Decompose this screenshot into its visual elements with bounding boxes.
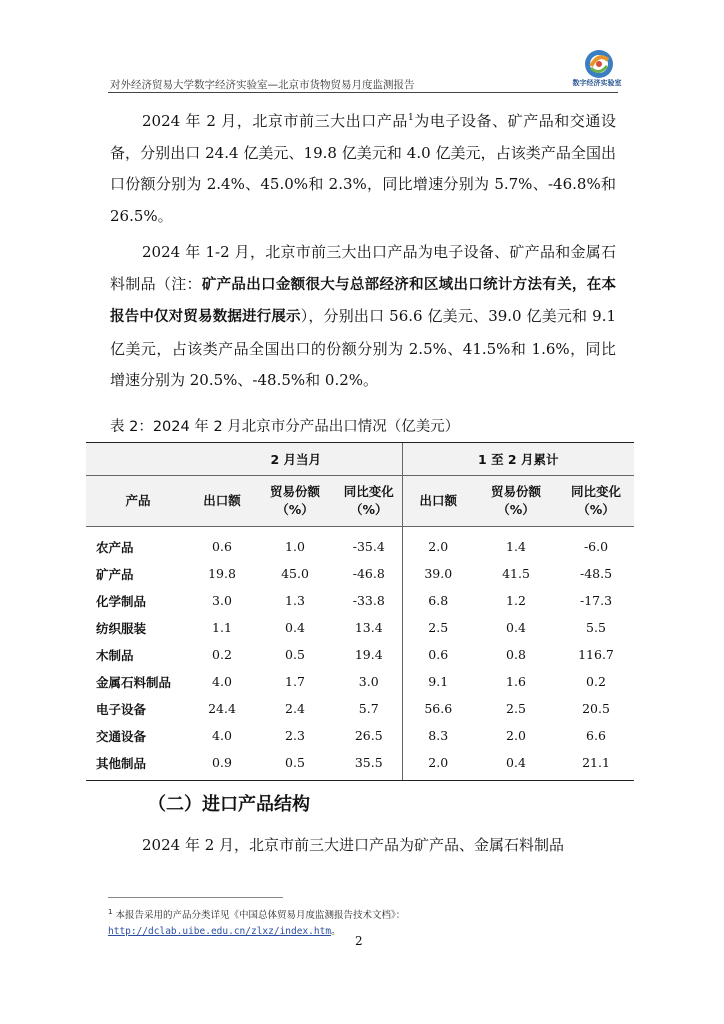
group-header-cumulative: 1 至 2 月累计 [402, 443, 634, 476]
p1-text-a: 2024 年 2 月，北京市前三大出口产品 [142, 112, 408, 130]
header-divider [108, 92, 618, 93]
table-row: 电子设备 24.4 2.4 5.7 56.6 2.5 20.5 [86, 695, 634, 722]
table-row: 农产品 0.6 1.0 -35.4 2.0 1.4 -6.0 [86, 527, 634, 561]
col-header-share: 贸易份额 （%） [254, 476, 336, 527]
group-header-month: 2 月当月 [190, 443, 402, 476]
table-row: 化学制品 3.0 1.3 -33.8 6.8 1.2 -17.3 [86, 587, 634, 614]
col-header-export-cum: 出口额 [402, 476, 474, 527]
table-caption: 表 2：2024 年 2 月北京市分产品出口情况（亿美元） [110, 419, 460, 435]
footnote-text: 本报告采用的产品分类详见《中国总体贸易月度监测报告技术文档》： [115, 910, 406, 922]
col-header-share-cum: 贸易份额 （%） [474, 476, 558, 527]
col-header-product: 产品 [86, 476, 190, 527]
table-row: 纺织服装 1.1 0.4 13.4 2.5 0.4 5.5 [86, 614, 634, 641]
table-row: 木制品 0.2 0.5 19.4 0.6 0.8 116.7 [86, 641, 634, 668]
table-row: 金属石料制品 4.0 1.7 3.0 9.1 1.6 0.2 [86, 668, 634, 695]
paragraph-export-jan-feb [110, 237, 616, 397]
paragraph-export-feb [110, 106, 616, 232]
col-header-yoy-cum: 同比变化 （%） [558, 476, 634, 527]
footnote-mark: 1 [108, 908, 113, 916]
lab-logo-text: 数字经济实验室 [572, 79, 622, 87]
footnote-ref-mark: 1 [407, 113, 414, 123]
report-header-title: 对外经济贸易大学数字经济实验室—北京市货物贸易月度监测报告 [110, 79, 415, 91]
p2-bold-note: 矿产品出口金额很大与总部经济和区域出口统计方法有关，在本报告中仅对贸易数据进行展示 [110, 276, 616, 325]
p2-text-a: 2024 年 1-2 月，北京市前三大出口产品为电子设备、矿产品和金属石料制品（注： [110, 243, 616, 293]
export-by-product-table [86, 442, 634, 781]
section-heading-import: （二）进口产品结构 [148, 794, 310, 815]
footnote-divider [108, 897, 283, 898]
col-header-export: 出口额 [190, 476, 254, 527]
footnote-tail: 。 [331, 926, 341, 938]
col-header-yoy: 同比变化 （%） [336, 476, 402, 527]
p1-text-b: 为电子设备、矿产品和交通设备，分别出口 24.4 亿美元、19.8 亿美元和 4.0 亿美元，占该类产品全国出口份额分别为 2.4%、45.0%和 2.3%，同比增速分别为 5.7%、-46.8%和 26.5%。 [110, 112, 616, 225]
paragraph-import-feb: 2024 年 2 月，北京市前三大进口产品为矿产品、金属石料制品 [142, 836, 565, 854]
table-row: 矿产品 19.8 45.0 -46.8 39.0 41.5 -48.5 [86, 560, 634, 587]
footnote-link[interactable]: http://dclab.uibe.edu.cn/zlxz/index.htm [108, 926, 332, 938]
table-row: 其他制品 0.9 0.5 35.5 2.0 0.4 21.1 [86, 749, 634, 781]
p2-text-b: ），分别出口 56.6 亿美元、39.0 亿美元和 9.1 亿美元，占该类产品全国出口的份额分别为 2.5%、41.5%和 1.6%，同比增速分别为 20.5%、-48.5%和 0.2%。 [110, 307, 617, 389]
page-number: 2 [355, 934, 363, 948]
table-row: 交通设备 4.0 2.3 26.5 8.3 2.0 6.6 [86, 722, 634, 749]
